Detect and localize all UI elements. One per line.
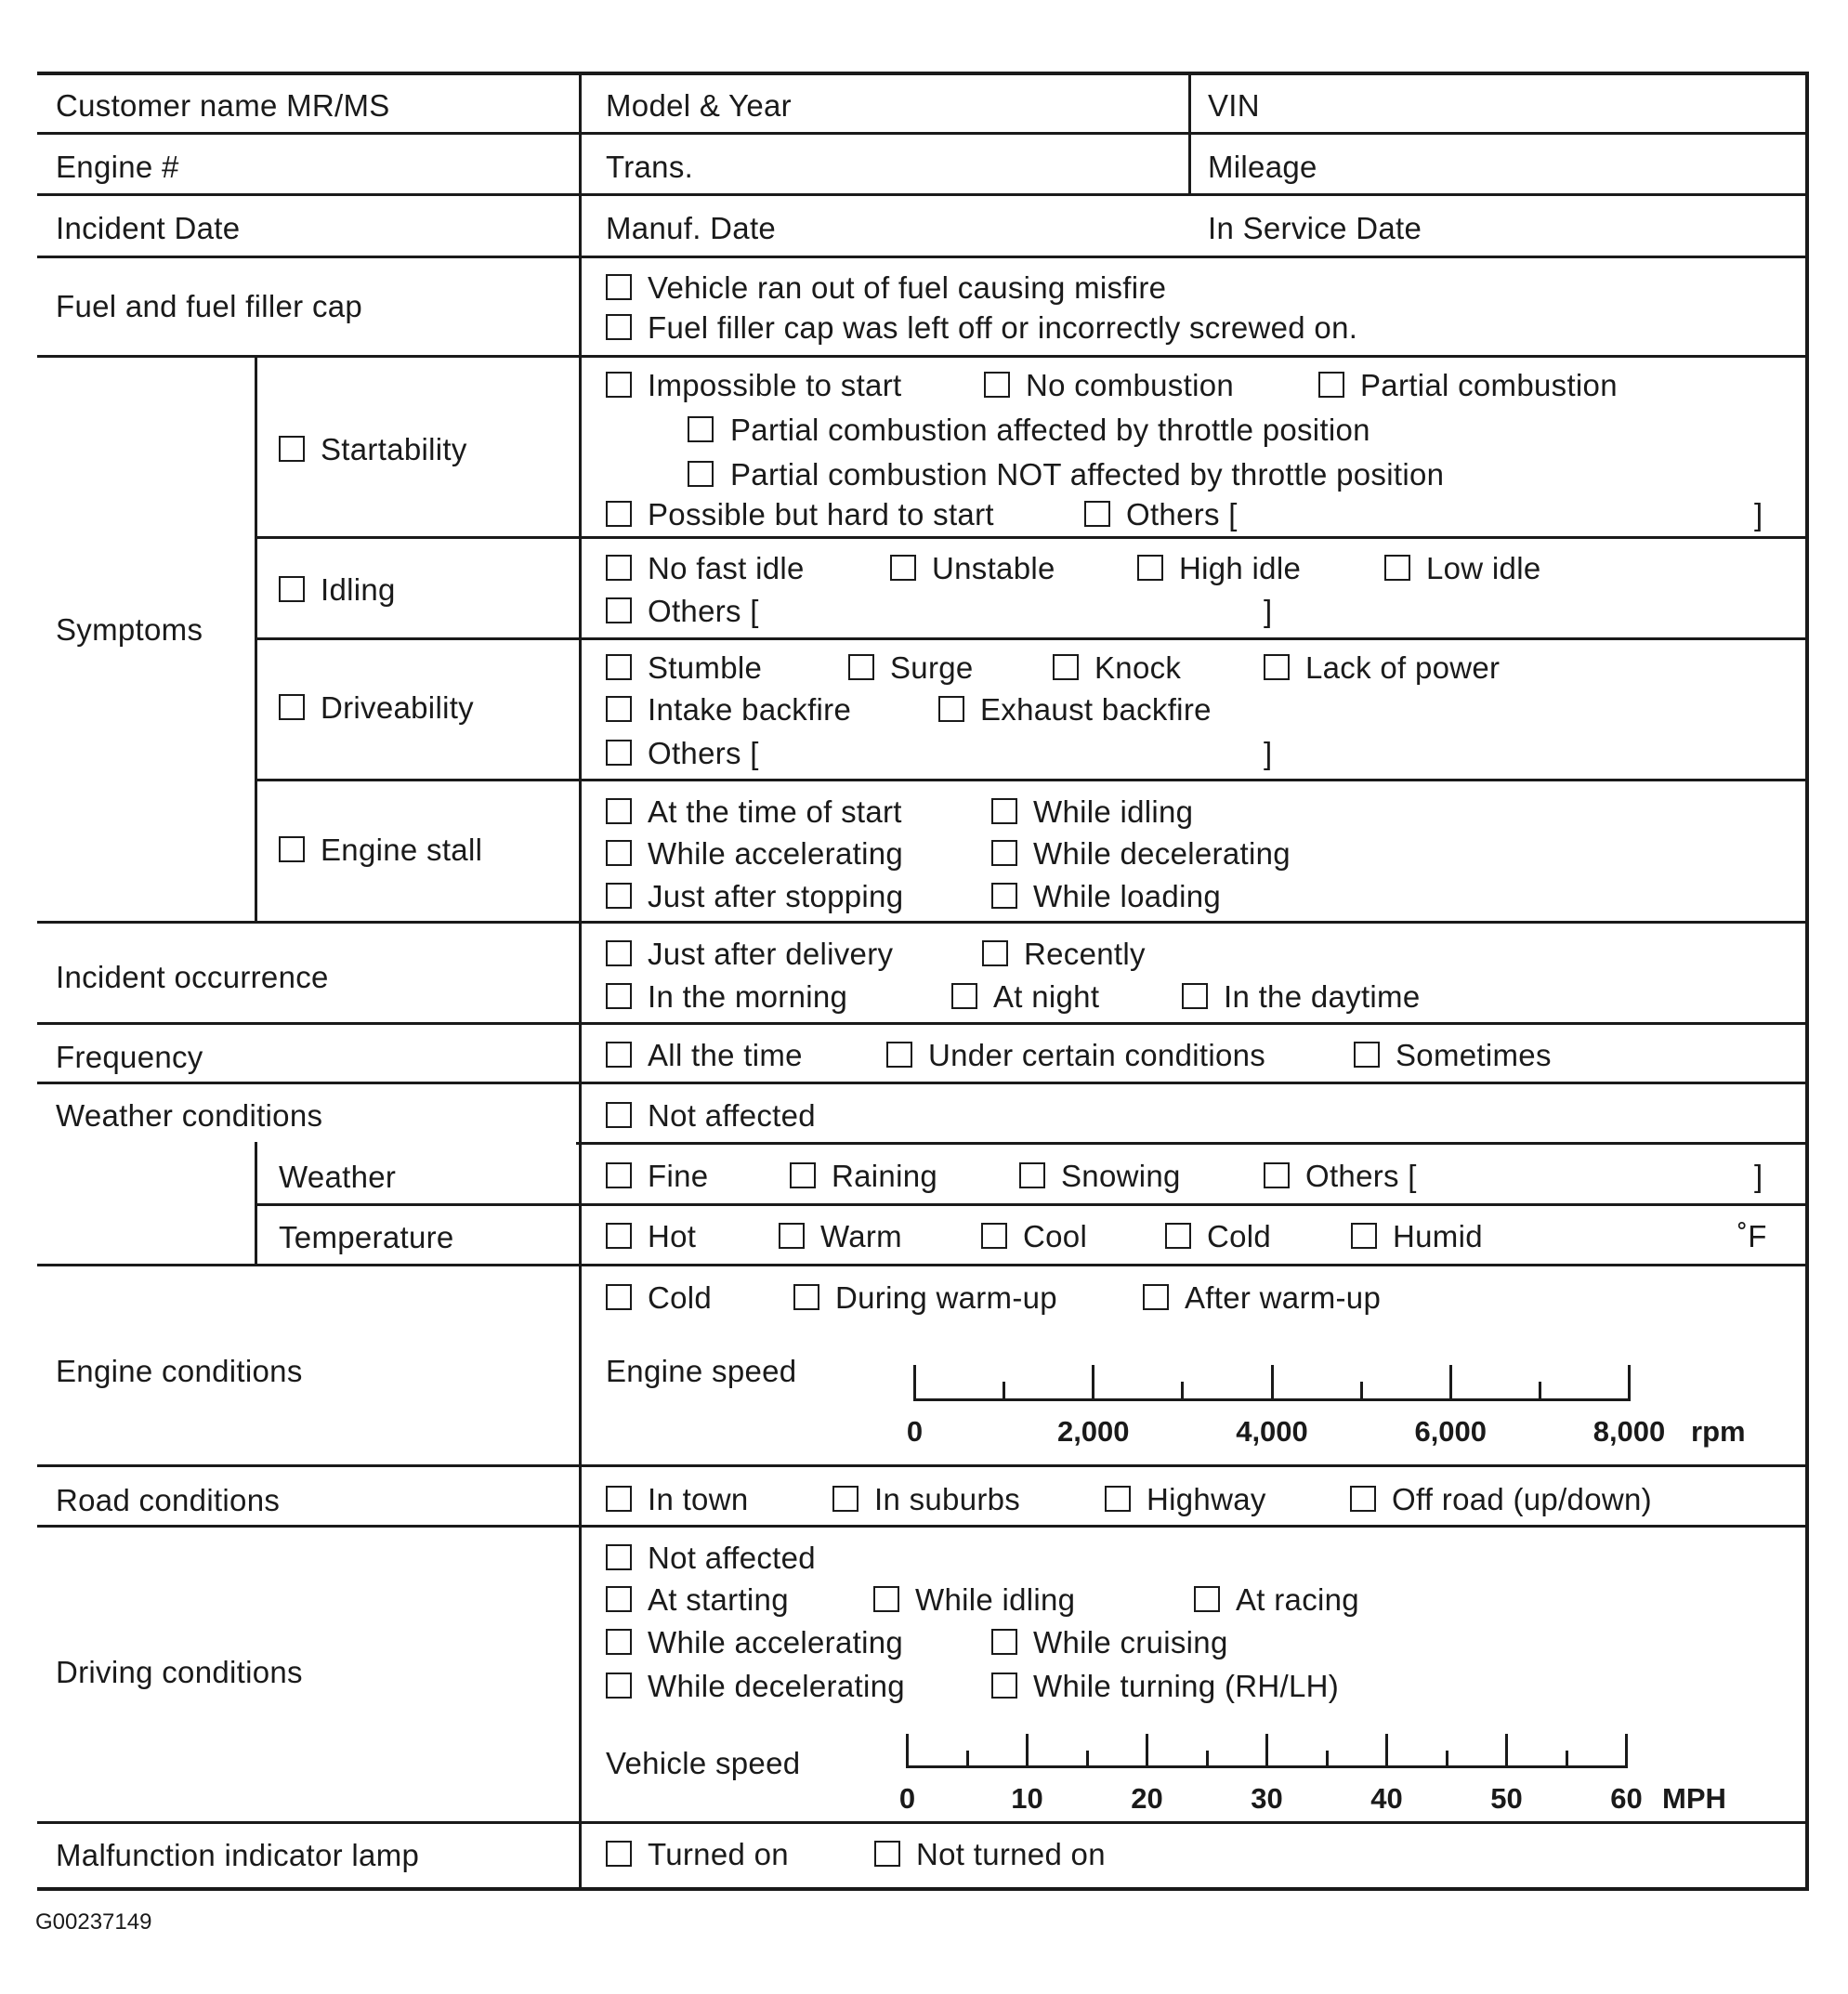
- driving-while-accelerating-checkbox[interactable]: [606, 1629, 632, 1655]
- cold-temp-checkbox[interactable]: [1165, 1223, 1191, 1249]
- scale-tick-label: 2,000: [1056, 1415, 1130, 1448]
- while-cruising-label: While cruising: [1033, 1625, 1228, 1659]
- incident-occurrence-label: Incident occurrence: [56, 960, 329, 994]
- stall-at-start-label: At the time of start: [648, 794, 902, 829]
- model-year-label: Model & Year: [606, 88, 792, 123]
- driveability-label: Driveability: [321, 690, 474, 725]
- mph-unit: MPH: [1662, 1782, 1726, 1815]
- during-warmup-label: During warm-up: [835, 1280, 1057, 1315]
- weather-others-checkbox[interactable]: [1264, 1162, 1290, 1188]
- driveability-checkbox[interactable]: [279, 694, 305, 720]
- column-divider: [579, 72, 582, 1891]
- scale-tick-label: 20: [1131, 1782, 1163, 1815]
- scale-major-tick: [1092, 1365, 1094, 1398]
- startability-others-bracket: ]: [1754, 497, 1763, 531]
- driving-while-idling-label: While idling: [915, 1582, 1076, 1617]
- stall-after-stopping-label: Just after stopping: [648, 879, 904, 913]
- all-the-time-checkbox[interactable]: [606, 1042, 632, 1068]
- idling-others-checkbox[interactable]: [606, 597, 632, 623]
- while-turning-checkbox[interactable]: [991, 1673, 1017, 1699]
- under-conditions-label: Under certain conditions: [928, 1038, 1266, 1072]
- figure-code: G00237149: [35, 1909, 152, 1935]
- row-divider: [37, 1082, 1808, 1084]
- driving-conditions-label: Driving conditions: [56, 1655, 303, 1689]
- mil-not-turned-on-checkbox[interactable]: [874, 1841, 900, 1867]
- stall-while-decelerating-label: While decelerating: [1033, 836, 1291, 871]
- row-divider: [576, 1142, 1808, 1145]
- row-divider: [256, 536, 1808, 539]
- partial-not-affected-label: Partial combustion NOT affected by throttle position: [730, 457, 1445, 492]
- scale-minor-tick: [1003, 1382, 1005, 1398]
- highway-checkbox[interactable]: [1105, 1486, 1131, 1512]
- hot-label: Hot: [648, 1219, 697, 1253]
- driving-while-accelerating-label: While accelerating: [648, 1625, 904, 1659]
- stall-while-idling-checkbox[interactable]: [991, 798, 1017, 824]
- symptoms-label: Symptoms: [56, 612, 203, 647]
- scale-major-tick: [1625, 1734, 1628, 1765]
- scale-minor-tick: [1206, 1751, 1209, 1765]
- scale-minor-tick: [1326, 1751, 1329, 1765]
- idling-label: Idling: [321, 572, 396, 607]
- lack-of-power-label: Lack of power: [1305, 650, 1501, 685]
- impossible-to-start-checkbox[interactable]: [606, 372, 632, 398]
- scale-major-tick: [1505, 1734, 1508, 1765]
- scale-major-tick: [1026, 1734, 1029, 1765]
- partial-combustion-checkbox[interactable]: [1318, 372, 1344, 398]
- vin-label: VIN: [1208, 88, 1260, 123]
- row-divider: [37, 193, 1808, 196]
- at-racing-label: At racing: [1236, 1582, 1359, 1617]
- driving-not-affected-label: Not affected: [648, 1541, 816, 1575]
- cold-temp-label: Cold: [1207, 1219, 1272, 1253]
- row-divider: [37, 256, 1808, 258]
- stall-at-start-checkbox[interactable]: [606, 798, 632, 824]
- scale-minor-tick: [1539, 1382, 1541, 1398]
- stall-after-stopping-checkbox[interactable]: [606, 883, 632, 909]
- row-divider: [37, 1464, 1808, 1467]
- form-border-bottom: [37, 1887, 1808, 1891]
- no-combustion-label: No combustion: [1026, 368, 1235, 402]
- stall-while-decelerating-checkbox[interactable]: [991, 840, 1017, 866]
- fahrenheit-unit: ˚F: [1737, 1219, 1767, 1253]
- just-after-delivery-checkbox[interactable]: [606, 940, 632, 966]
- in-service-date-label: In Service Date: [1208, 211, 1422, 245]
- weather-others-bracket: ]: [1754, 1159, 1763, 1193]
- stall-while-loading-checkbox[interactable]: [991, 883, 1017, 909]
- row-divider: [37, 1022, 1808, 1025]
- at-starting-label: At starting: [648, 1582, 789, 1617]
- scale-major-tick: [1146, 1734, 1148, 1765]
- scale-tick-label: 40: [1370, 1782, 1403, 1815]
- off-road-checkbox[interactable]: [1350, 1486, 1376, 1512]
- all-the-time-label: All the time: [648, 1038, 803, 1072]
- partial-affected-label: Partial combustion affected by throttle position: [730, 413, 1370, 447]
- in-the-morning-checkbox[interactable]: [606, 983, 632, 1009]
- sometimes-checkbox[interactable]: [1354, 1042, 1380, 1068]
- driveability-others-label: Others [: [648, 736, 759, 770]
- startability-others-label: Others [: [1126, 497, 1238, 531]
- humid-label: Humid: [1393, 1219, 1483, 1253]
- engine-speed-label: Engine speed: [606, 1354, 797, 1388]
- mil-turned-on-checkbox[interactable]: [606, 1841, 632, 1867]
- weather-conditions-label: Weather conditions: [56, 1098, 323, 1133]
- scale-tick-label: 8,000: [1592, 1415, 1666, 1448]
- vehicle-speed-label: Vehicle speed: [606, 1746, 801, 1780]
- partial-affected-checkbox[interactable]: [688, 416, 714, 442]
- exhaust-backfire-checkbox[interactable]: [938, 696, 964, 722]
- high-idle-checkbox[interactable]: [1137, 555, 1163, 581]
- weather-label: Weather: [279, 1160, 397, 1194]
- sometimes-label: Sometimes: [1396, 1038, 1552, 1072]
- warm-checkbox[interactable]: [779, 1223, 805, 1249]
- after-warmup-checkbox[interactable]: [1143, 1284, 1169, 1310]
- frequency-label: Frequency: [56, 1040, 203, 1074]
- humid-checkbox[interactable]: [1351, 1223, 1377, 1249]
- engine-stall-checkbox[interactable]: [279, 836, 305, 862]
- column-divider: [255, 355, 257, 921]
- row-divider: [256, 637, 1808, 640]
- weather-not-affected-checkbox[interactable]: [606, 1102, 632, 1128]
- startability-label: Startability: [321, 432, 467, 466]
- scale-minor-tick: [1446, 1751, 1448, 1765]
- mil-label: Malfunction indicator lamp: [56, 1838, 420, 1872]
- incident-date-label: Incident Date: [56, 211, 241, 245]
- stall-while-loading-label: While loading: [1033, 879, 1222, 913]
- scale-major-tick: [1628, 1365, 1631, 1398]
- no-fast-idle-label: No fast idle: [648, 551, 805, 585]
- off-road-label: Off road (up/down): [1392, 1482, 1652, 1516]
- stall-while-idling-label: While idling: [1033, 794, 1194, 829]
- just-after-delivery-label: Just after delivery: [648, 937, 894, 971]
- weather-others-label: Others [: [1305, 1159, 1417, 1193]
- partial-not-affected-checkbox[interactable]: [688, 461, 714, 487]
- unstable-checkbox[interactable]: [890, 555, 916, 581]
- row-divider: [37, 1525, 1808, 1528]
- recently-label: Recently: [1024, 937, 1146, 971]
- scale-tick-label: 6,000: [1414, 1415, 1488, 1448]
- lack-of-power-checkbox[interactable]: [1264, 654, 1290, 680]
- row-divider: [37, 1821, 1808, 1824]
- scale-minor-tick: [1086, 1751, 1089, 1765]
- fine-label: Fine: [648, 1159, 709, 1193]
- scale-minor-tick: [1360, 1382, 1363, 1398]
- raining-label: Raining: [832, 1159, 938, 1193]
- while-turning-label: While turning (RH/LH): [1033, 1669, 1340, 1703]
- rpm-unit: rpm: [1691, 1415, 1746, 1448]
- scale-tick-label: 60: [1610, 1782, 1643, 1815]
- scale-tick-label: 30: [1251, 1782, 1283, 1815]
- scale-tick-label: 4,000: [1236, 1415, 1308, 1448]
- fuel-ran-out-label: Vehicle ran out of fuel causing misfire: [648, 270, 1167, 305]
- customer-name-label: Customer name MR/MS: [56, 88, 390, 123]
- in-suburbs-label: In suburbs: [874, 1482, 1021, 1516]
- stumble-checkbox[interactable]: [606, 654, 632, 680]
- possible-hard-start-label: Possible but hard to start: [648, 497, 994, 531]
- at-racing-checkbox[interactable]: [1194, 1586, 1220, 1612]
- form-border-right: [1805, 72, 1809, 1891]
- row-divider: [256, 779, 1808, 781]
- driving-not-affected-checkbox[interactable]: [606, 1544, 632, 1570]
- stall-while-accelerating-checkbox[interactable]: [606, 840, 632, 866]
- engine-number-label: Engine #: [56, 150, 179, 184]
- engine-conditions-label: Engine conditions: [56, 1354, 303, 1388]
- temperature-label: Temperature: [279, 1220, 454, 1254]
- knock-label: Knock: [1094, 650, 1182, 685]
- scale-tick-label: 10: [1011, 1782, 1043, 1815]
- mil-not-turned-on-label: Not turned on: [916, 1837, 1106, 1871]
- in-the-daytime-checkbox[interactable]: [1182, 983, 1208, 1009]
- column-divider: [255, 1142, 257, 1264]
- cool-label: Cool: [1023, 1219, 1088, 1253]
- intake-backfire-label: Intake backfire: [648, 692, 852, 727]
- stall-while-accelerating-label: While accelerating: [648, 836, 904, 871]
- snowing-checkbox[interactable]: [1019, 1162, 1045, 1188]
- form-border-top: [37, 72, 1808, 75]
- driving-while-idling-checkbox[interactable]: [873, 1586, 899, 1612]
- manuf-date-label: Manuf. Date: [606, 211, 777, 245]
- scale-major-tick: [906, 1734, 909, 1765]
- row-divider: [37, 132, 1808, 135]
- in-suburbs-checkbox[interactable]: [832, 1486, 858, 1512]
- warm-label: Warm: [820, 1219, 902, 1253]
- exhaust-backfire-label: Exhaust backfire: [980, 692, 1212, 727]
- driveability-others-bracket: ]: [1264, 736, 1273, 770]
- fuel-ran-out-checkbox[interactable]: [606, 274, 632, 300]
- stumble-label: Stumble: [648, 650, 763, 685]
- scale-minor-tick: [1181, 1382, 1184, 1398]
- scale-major-tick: [1385, 1734, 1388, 1765]
- snowing-label: Snowing: [1061, 1159, 1181, 1193]
- surge-checkbox[interactable]: [848, 654, 874, 680]
- idling-others-label: Others [: [648, 594, 759, 628]
- while-cruising-checkbox[interactable]: [991, 1629, 1017, 1655]
- during-warmup-checkbox[interactable]: [793, 1284, 819, 1310]
- row-divider: [37, 921, 1808, 924]
- weather-not-affected-label: Not affected: [648, 1098, 816, 1133]
- no-combustion-checkbox[interactable]: [984, 372, 1010, 398]
- fine-checkbox[interactable]: [606, 1162, 632, 1188]
- road-conditions-label: Road conditions: [56, 1483, 281, 1517]
- row-divider: [37, 355, 1808, 358]
- mileage-label: Mileage: [1208, 150, 1317, 184]
- filler-cap-checkbox[interactable]: [606, 314, 632, 340]
- hot-checkbox[interactable]: [606, 1223, 632, 1249]
- row-divider: [256, 1203, 1808, 1206]
- idling-checkbox[interactable]: [279, 576, 305, 602]
- no-fast-idle-checkbox[interactable]: [606, 555, 632, 581]
- row-divider: [37, 1264, 1808, 1266]
- scale-tick-label: 0: [898, 1782, 916, 1815]
- scale-minor-tick: [1566, 1751, 1568, 1765]
- unstable-label: Unstable: [932, 551, 1055, 585]
- scale-baseline: [906, 1765, 1628, 1768]
- high-idle-label: High idle: [1179, 551, 1302, 585]
- in-the-daytime-label: In the daytime: [1224, 979, 1421, 1014]
- scale-minor-tick: [966, 1751, 969, 1765]
- under-conditions-checkbox[interactable]: [886, 1042, 912, 1068]
- raining-checkbox[interactable]: [790, 1162, 816, 1188]
- startability-others-checkbox[interactable]: [1084, 501, 1110, 527]
- surge-label: Surge: [890, 650, 974, 685]
- scale-major-tick: [1271, 1365, 1274, 1398]
- at-starting-checkbox[interactable]: [606, 1586, 632, 1612]
- scale-major-tick: [1449, 1365, 1452, 1398]
- in-town-label: In town: [648, 1482, 749, 1516]
- driving-while-decelerating-checkbox[interactable]: [606, 1673, 632, 1699]
- at-night-label: At night: [993, 979, 1100, 1014]
- in-town-checkbox[interactable]: [606, 1486, 632, 1512]
- intake-backfire-checkbox[interactable]: [606, 696, 632, 722]
- after-warmup-label: After warm-up: [1185, 1280, 1382, 1315]
- filler-cap-label: Fuel filler cap was left off or incorrectly screwed on.: [648, 310, 1358, 345]
- scale-tick-label: 50: [1490, 1782, 1523, 1815]
- scale-baseline: [913, 1398, 1631, 1401]
- recently-checkbox[interactable]: [982, 940, 1008, 966]
- startability-checkbox[interactable]: [279, 436, 305, 462]
- scale-tick-label: 0: [906, 1415, 924, 1448]
- cool-checkbox[interactable]: [981, 1223, 1007, 1249]
- driveability-others-checkbox[interactable]: [606, 740, 632, 766]
- partial-combustion-label: Partial combustion: [1360, 368, 1618, 402]
- trans-label: Trans.: [606, 150, 694, 184]
- scale-major-tick: [1265, 1734, 1268, 1765]
- at-night-checkbox[interactable]: [951, 983, 977, 1009]
- possible-hard-start-checkbox[interactable]: [606, 501, 632, 527]
- highway-label: Highway: [1147, 1482, 1266, 1516]
- idling-others-bracket: ]: [1264, 594, 1273, 628]
- low-idle-checkbox[interactable]: [1384, 555, 1410, 581]
- low-idle-label: Low idle: [1426, 551, 1541, 585]
- engine-stall-label: Engine stall: [321, 833, 483, 867]
- in-the-morning-label: In the morning: [648, 979, 848, 1014]
- mil-turned-on-label: Turned on: [648, 1837, 789, 1871]
- scale-major-tick: [913, 1365, 916, 1398]
- fuel-label: Fuel and fuel filler cap: [56, 289, 363, 323]
- impossible-to-start-label: Impossible to start: [648, 368, 902, 402]
- column-divider: [1188, 72, 1191, 193]
- knock-checkbox[interactable]: [1053, 654, 1079, 680]
- driving-while-decelerating-label: While decelerating: [648, 1669, 905, 1703]
- engine-cold-checkbox[interactable]: [606, 1284, 632, 1310]
- engine-cold-label: Cold: [648, 1280, 713, 1315]
